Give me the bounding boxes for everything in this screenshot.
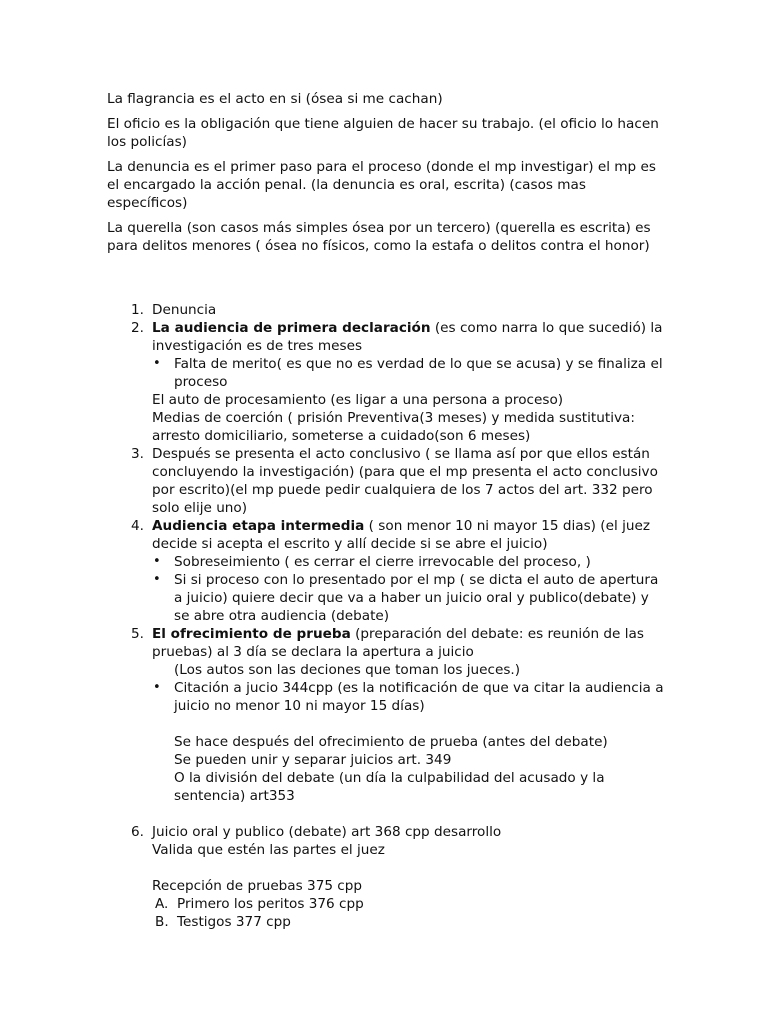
paragraph-denuncia: La denuncia es el primer paso para el proceso (donde el mp investigar) el mp es el encargado la acción penal. (la denuncia es oral, escrita) (casos mas específicos) <box>107 159 656 211</box>
list-item-heading: La audiencia de primera declaración <box>152 320 431 336</box>
indented-line: Medias de coerción ( prisión Preventiva(3 meses) y medida sustitutiva: arresto domiciliario, someterse a cuidado(son 6 meses) <box>152 410 635 444</box>
letter-marker: B. <box>155 914 169 930</box>
spacer <box>107 805 667 823</box>
indented-line: Valida que estén las partes el juez <box>152 842 385 858</box>
list-item-1 <box>107 301 667 319</box>
list-item-text: (preparación del debate: es reunión de las pruebas) al 3 día se declara la apertura a juicio <box>152 626 644 660</box>
list-item-3 <box>107 445 667 517</box>
lettered-item-b <box>107 913 667 931</box>
indented-note: (Los autos son las deciones que toman los jueces.) <box>174 662 521 678</box>
letter-marker: A. <box>155 896 169 912</box>
lettered-item-text: Testigos 377 cpp <box>177 914 291 930</box>
list-item-heading: Audiencia etapa intermedia <box>152 518 365 534</box>
list-item-2 <box>107 319 667 355</box>
bullet-item <box>107 679 667 715</box>
bullet-icon: • <box>153 356 161 371</box>
spacer <box>107 715 667 733</box>
spacer <box>107 859 667 877</box>
spacer <box>107 262 667 301</box>
numbered-list <box>107 301 667 931</box>
indented-line: Recepción de pruebas 375 cpp <box>152 878 363 894</box>
indented-line: Se pueden unir y separar juicios art. 349 <box>174 752 452 768</box>
lettered-item-a <box>107 895 667 913</box>
lettered-item-text: Primero los peritos 376 cpp <box>177 896 364 912</box>
indented-line: O la división del debate (un día la culpabilidad del acusado y la sentencia) art353 <box>174 770 605 804</box>
list-number: 4. <box>131 518 144 534</box>
list-item-text: Después se presenta el acto conclusivo ( se llama así por que ellos están concluyendo la investigación) (para que el mp presenta el acto conclusivo por escrito)(el mp puede pedir cualquiera de los 7 actos del art. 332 pero solo elije uno) <box>152 446 658 516</box>
bullet-icon: • <box>153 572 161 587</box>
paragraph-oficio: El oficio es la obligación que tiene alguien de hacer su trabajo. (el oficio lo hacen los policías) <box>107 116 659 150</box>
list-item-heading: El ofrecimiento de prueba <box>152 626 351 642</box>
bullet-text: Sobreseimiento ( es cerrar el cierre irrevocable del proceso, ) <box>174 554 591 570</box>
list-number: 5. <box>131 626 144 642</box>
paragraph-flagrancia: La flagrancia es el acto en si (ósea si me cachan) <box>107 91 443 107</box>
list-item-text: Denuncia <box>152 302 217 318</box>
bullet-text: Si si proceso con lo presentado por el mp ( se dicta el auto de apertura a juicio) quiere decir que va a haber un juicio oral y publico(debate) y se abre otra audiencia (debate) <box>174 572 659 624</box>
document-page <box>107 90 667 931</box>
bullet-text: Citación a jucio 344cpp (es la notificación de que va citar la audiencia a juicio no menor 10 ni mayor 15 días) <box>174 680 664 714</box>
paragraph-querella: La querella (son casos más simples ósea por un tercero) (querella es escrita) es para delitos menores ( ósea no físicos, como la estafa o delitos contra el honor) <box>107 220 651 254</box>
list-number: 6. <box>131 824 144 840</box>
list-item-4 <box>107 517 667 553</box>
indented-line: El auto de procesamiento (es ligar a una persona a proceso) <box>152 392 564 408</box>
list-item-6 <box>107 823 667 841</box>
bullet-text: Falta de merito( es que no es verdad de lo que se acusa) y se finaliza el proceso <box>174 356 663 390</box>
list-item-text: (es como narra lo que sucedió) la investigación es de tres meses <box>152 320 663 354</box>
list-number: 3. <box>131 446 144 462</box>
indented-line: Se hace después del ofrecimiento de prueba (antes del debate) <box>174 734 608 750</box>
bullet-item <box>107 355 667 391</box>
list-number: 1. <box>131 302 144 318</box>
bullet-item <box>107 553 667 571</box>
bullet-icon: • <box>153 554 161 569</box>
bullet-icon: • <box>153 680 161 695</box>
list-item-text: ( son menor 10 ni mayor 15 dias) (el juez decide si acepta el escrito y allí decide si se abre el juicio) <box>152 518 650 552</box>
list-item-5 <box>107 625 667 661</box>
list-item-text: Juicio oral y publico (debate) art 368 cpp desarrollo <box>152 824 502 840</box>
list-number: 2. <box>131 320 144 336</box>
bullet-item <box>107 571 667 625</box>
